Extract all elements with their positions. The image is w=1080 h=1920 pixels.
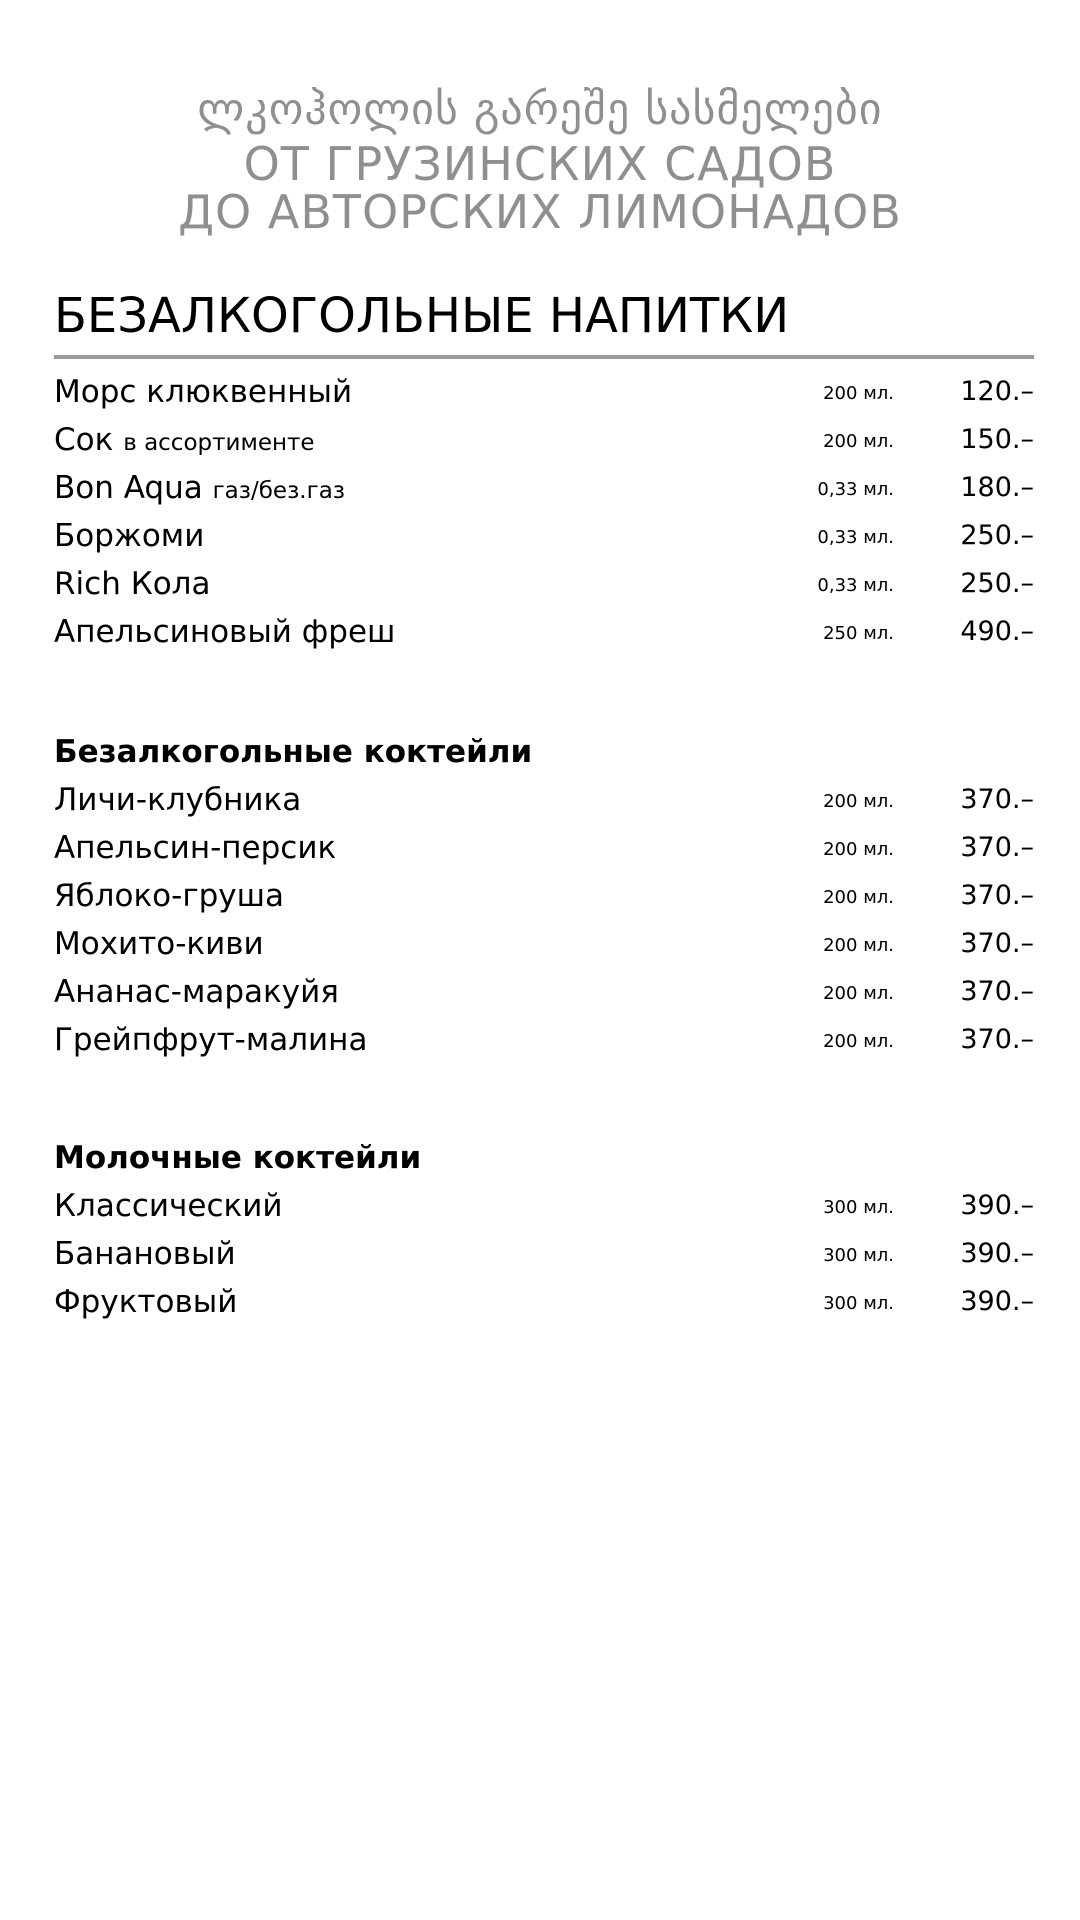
item-volume: 0,33 мл.	[817, 575, 894, 596]
item-name: Классический	[54, 1188, 283, 1224]
header-line-1: ОТ ГРУЗИНСКИХ САДОВ	[243, 137, 837, 191]
cocktails-title: Безалкогольные коктейли	[54, 734, 533, 770]
georgian-subtitle: ლკოჰოლის გარეშე სასმელები	[197, 84, 883, 135]
item-price: 390.–	[960, 1190, 1034, 1221]
item-name: Яблоко-груша	[54, 878, 284, 914]
item-volume: 200 мл.	[823, 935, 894, 956]
item-price: 370.–	[960, 1024, 1034, 1055]
item-name: Боржоми	[54, 518, 205, 554]
soft-drinks-list	[54, 368, 1034, 656]
item-volume: 300 мл.	[823, 1245, 894, 1266]
item-name: Сок в ассортименте	[54, 422, 315, 458]
menu-item	[54, 464, 1034, 512]
menu-item	[54, 920, 1034, 968]
item-volume: 200 мл.	[823, 1031, 894, 1052]
cocktails-list	[54, 728, 1034, 1064]
section-title: БЕЗАЛКОГОЛЬНЫЕ НАПИТКИ	[54, 288, 790, 344]
item-name: Bon Aqua газ/без.газ	[54, 470, 346, 506]
item-price: 370.–	[960, 784, 1034, 815]
item-volume: 200 мл.	[823, 887, 894, 908]
menu-item	[54, 368, 1034, 416]
item-price: 180.–	[960, 472, 1034, 503]
item-price: 370.–	[960, 928, 1034, 959]
item-price: 490.–	[960, 616, 1034, 647]
item-price: 250.–	[960, 568, 1034, 599]
item-name: Фруктовый	[54, 1284, 238, 1320]
menu-item	[54, 416, 1034, 464]
item-name: Банановый	[54, 1236, 236, 1272]
menu-item	[54, 1278, 1034, 1326]
item-price: 370.–	[960, 976, 1034, 1007]
item-volume: 300 мл.	[823, 1293, 894, 1314]
item-price: 150.–	[960, 424, 1034, 455]
item-volume: 250 мл.	[823, 623, 894, 644]
item-volume: 200 мл.	[823, 383, 894, 404]
item-price: 370.–	[960, 832, 1034, 863]
menu-item	[54, 824, 1034, 872]
item-volume: 200 мл.	[823, 791, 894, 812]
menu-item	[54, 776, 1034, 824]
menu-item	[54, 1230, 1034, 1278]
section-divider	[54, 355, 1034, 359]
item-name: Морс клюквенный	[54, 374, 353, 410]
item-price: 370.–	[960, 880, 1034, 911]
menu-item	[54, 968, 1034, 1016]
item-volume: 200 мл.	[823, 839, 894, 860]
menu-item	[54, 1016, 1034, 1064]
item-name: Мохито-киви	[54, 926, 264, 962]
milkshakes-list	[54, 1134, 1034, 1326]
item-volume: 300 мл.	[823, 1197, 894, 1218]
header-line-2: ДО АВТОРСКИХ ЛИМОНАДОВ	[178, 185, 902, 239]
milkshakes-title: Молочные коктейли	[54, 1140, 422, 1176]
item-volume: 200 мл.	[823, 983, 894, 1004]
item-price: 390.–	[960, 1238, 1034, 1269]
item-volume: 200 мл.	[823, 431, 894, 452]
menu-header	[0, 80, 1080, 239]
item-name: Грейпфрут-малина	[54, 1022, 368, 1058]
item-volume: 0,33 мл.	[817, 479, 894, 500]
item-name: Апельсиновый фреш	[54, 614, 396, 650]
item-name: Личи-клубника	[54, 782, 302, 818]
item-price: 250.–	[960, 520, 1034, 551]
item-name: Апельсин-персик	[54, 830, 337, 866]
item-price: 120.–	[960, 376, 1034, 407]
menu-item	[54, 1182, 1034, 1230]
item-name: Rich Кола	[54, 566, 211, 602]
menu-item	[54, 608, 1034, 656]
item-volume: 0,33 мл.	[817, 527, 894, 548]
item-name: Ананас-маракуйя	[54, 974, 339, 1010]
menu-item	[54, 560, 1034, 608]
menu-item	[54, 512, 1034, 560]
item-price: 390.–	[960, 1286, 1034, 1317]
menu-item	[54, 872, 1034, 920]
